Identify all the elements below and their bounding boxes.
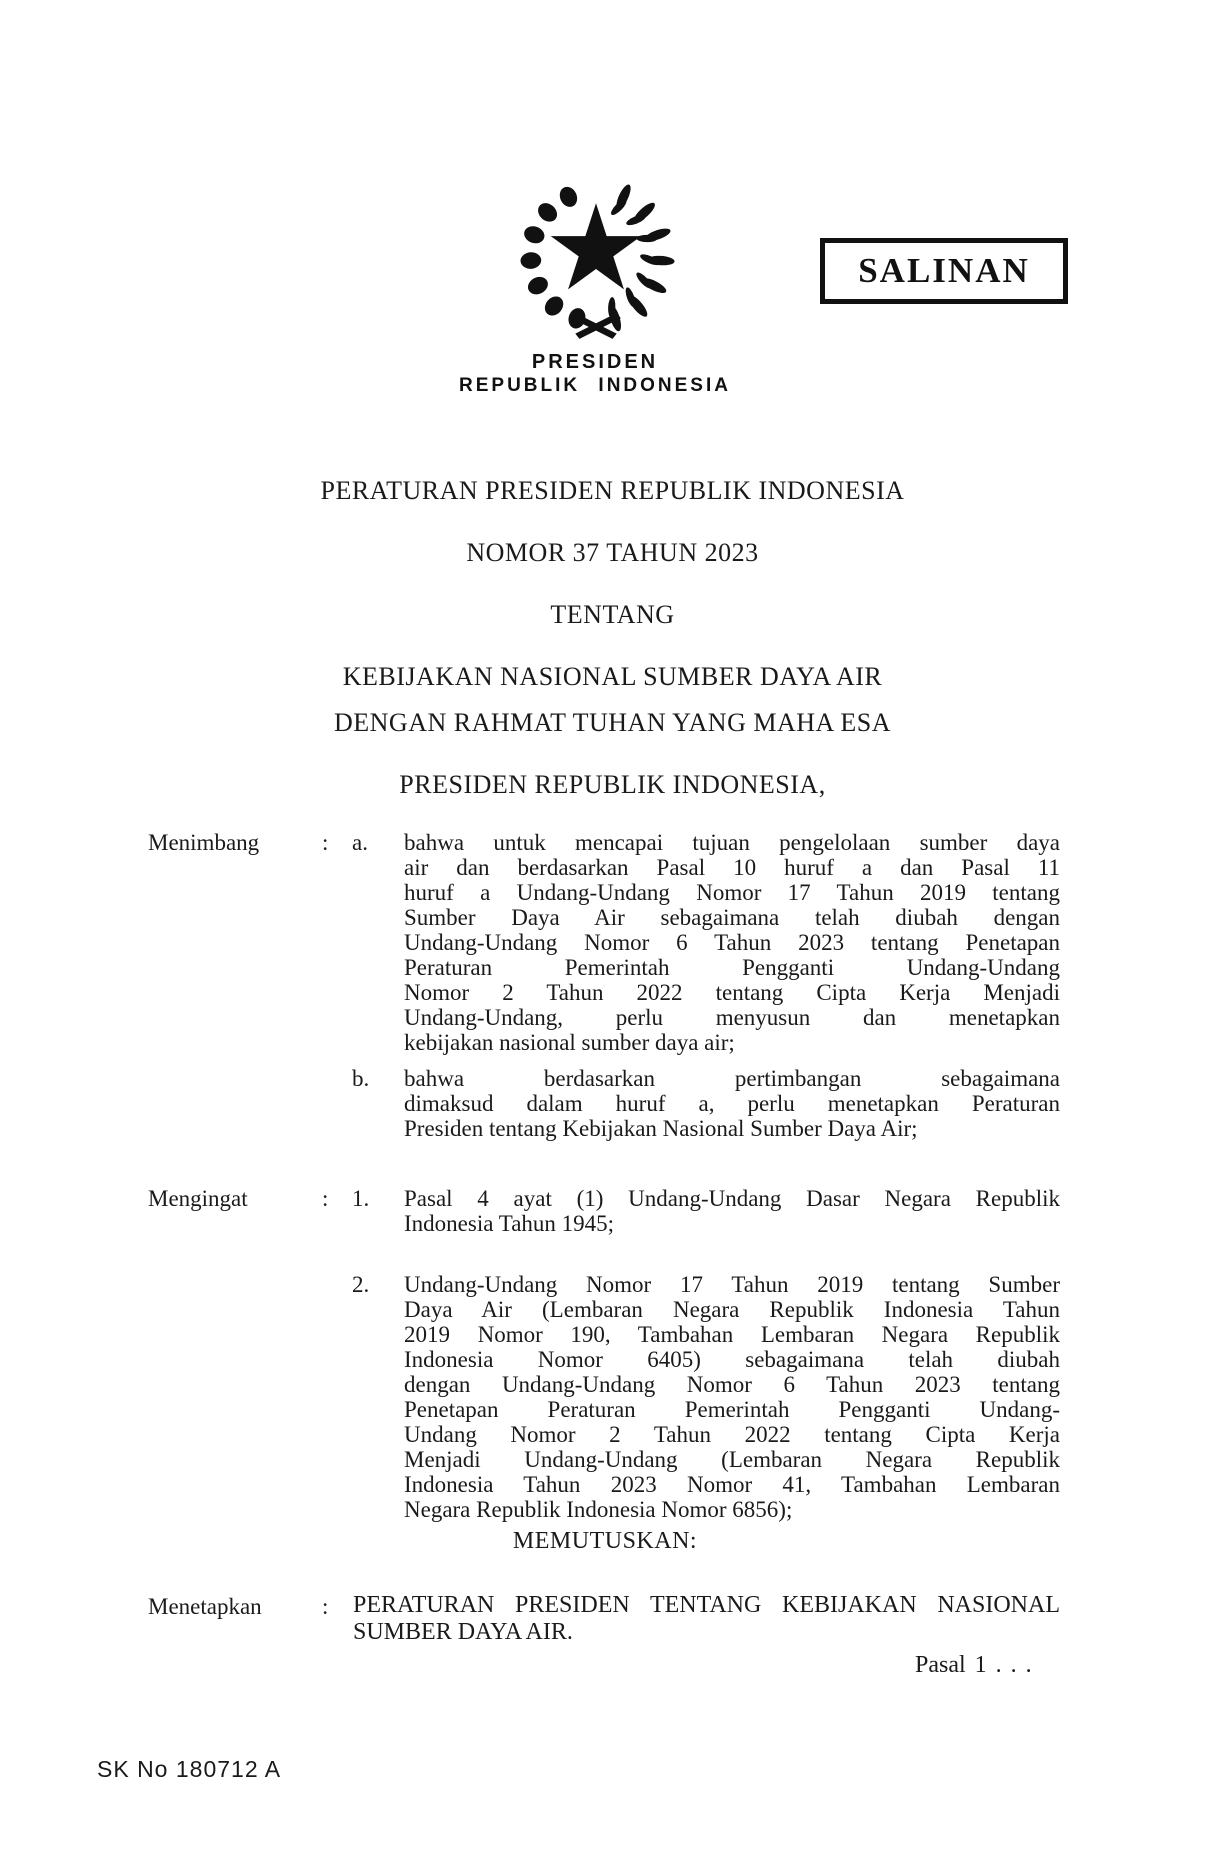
- salinan-stamp-label: SALINAN: [858, 251, 1030, 290]
- text-line: kebijakan nasional sumber daya air;: [404, 1030, 735, 1055]
- text-line: bahwa untuk mencapai tujuan pengelolaan sumber daya: [404, 830, 1060, 855]
- text-line: air dan berdasarkan Pasal 10 huruf a dan Pasal 11: [404, 855, 1060, 880]
- menimbang-label: Menimbang: [148, 830, 260, 855]
- mengingat-colon: :: [322, 1186, 329, 1211]
- menetapkan-colon: :: [322, 1594, 329, 1619]
- menetapkan-label: Menetapkan: [148, 1594, 262, 1619]
- text-line: Nomor 2 Tahun 2022 tentang Cipta Kerja Menjadi: [404, 980, 1060, 1005]
- text-line: Presiden tentang Kebijakan Nasional Sumber Daya Air;: [404, 1116, 918, 1141]
- text-line: Indonesia Nomor 6405) sebagaimana telah diubah: [404, 1347, 1060, 1372]
- menimbang-item-a-marker: a.: [352, 830, 368, 855]
- salinan-stamp: [820, 238, 1068, 304]
- text-line: Sumber Daya Air sebagaimana telah diubah dengan: [404, 905, 1060, 930]
- text-line: Daya Air (Lembaran Negara Republik Indonesia Tahun: [404, 1297, 1060, 1322]
- mengingat-item-2-marker: 2.: [352, 1272, 370, 1297]
- text-line: Negara Republik Indonesia Nomor 6856);: [404, 1497, 793, 1522]
- text-line: dengan Undang-Undang Nomor 6 Tahun 2023 tentang: [404, 1372, 1060, 1397]
- memutuskan-heading: MEMUTUSKAN:: [512, 1528, 698, 1554]
- letterhead-republik-indonesia: REPUBLIK INDONESIA: [459, 375, 731, 396]
- page-catchword: Pasal 1 . . .: [915, 1652, 1032, 1678]
- menimbang-colon: :: [322, 830, 329, 855]
- mengingat-item-1-marker: 1.: [352, 1186, 370, 1211]
- text-line: PERATURAN PRESIDEN TENTANG KEBIJAKAN NASIONAL: [353, 1592, 1060, 1618]
- mengingat-item-2-text: [404, 1272, 1060, 1522]
- text-line: Undang Nomor 2 Tahun 2022 tentang Cipta Kerja: [404, 1422, 1060, 1447]
- text-line: SUMBER DAYA AIR.: [353, 1619, 573, 1645]
- presidential-seal-icon: [512, 168, 680, 344]
- regulation-tentang: TENTANG: [550, 600, 675, 629]
- letterhead-presiden: PRESIDEN: [531, 351, 659, 373]
- text-line: Indonesia Tahun 1945;: [404, 1211, 615, 1236]
- text-line: huruf a Undang-Undang Nomor 17 Tahun 2019 tentang: [404, 880, 1060, 905]
- menimbang-item-a-text: [404, 830, 1060, 1055]
- text-line: Indonesia Tahun 2023 Nomor 41, Tambahan Lembaran: [404, 1472, 1060, 1497]
- text-line: Undang-Undang Nomor 17 Tahun 2019 tentang Sumber: [404, 1272, 1060, 1297]
- invocation-line: DENGAN RAHMAT TUHAN YANG MAHA ESA: [334, 708, 891, 737]
- star-icon: [551, 203, 641, 289]
- mengingat-item-1-text: [404, 1186, 1060, 1236]
- menimbang-item-b-text: [404, 1066, 1060, 1141]
- text-line: bahwa berdasarkan pertimbangan sebagaimana: [404, 1066, 1060, 1091]
- mengingat-label: Mengingat: [148, 1186, 248, 1211]
- regulation-number: NOMOR 37 TAHUN 2023: [466, 538, 759, 567]
- menimbang-item-b-marker: b.: [352, 1066, 370, 1091]
- menetapkan-text: [353, 1592, 1060, 1646]
- letterhead: [395, 350, 795, 398]
- text-line: dimaksud dalam huruf a, perlu menetapkan Peraturan: [404, 1091, 1060, 1116]
- sk-number: SK No 180712 A: [97, 1756, 282, 1782]
- text-line: Undang-Undang, perlu menyusun dan menetapkan: [404, 1005, 1060, 1030]
- text-line: Penetapan Peraturan Pemerintah Pengganti Undang-: [404, 1397, 1060, 1422]
- regulation-subject: KEBIJAKAN NASIONAL SUMBER DAYA AIR: [342, 662, 883, 691]
- text-line: Undang-Undang Nomor 6 Tahun 2023 tentang Penetapan: [404, 930, 1060, 955]
- text-line: 2019 Nomor 190, Tambahan Lembaran Negara Republik: [404, 1322, 1060, 1347]
- authority-line: PRESIDEN REPUBLIK INDONESIA,: [399, 770, 826, 799]
- text-line: Pasal 4 ayat (1) Undang-Undang Dasar Negara Republik: [404, 1186, 1060, 1211]
- text-line: Peraturan Pemerintah Pengganti Undang-Undang: [404, 955, 1060, 980]
- regulation-title-line1: PERATURAN PRESIDEN REPUBLIK INDONESIA: [320, 476, 905, 505]
- text-line: Menjadi Undang-Undang (Lembaran Negara Republik: [404, 1447, 1060, 1472]
